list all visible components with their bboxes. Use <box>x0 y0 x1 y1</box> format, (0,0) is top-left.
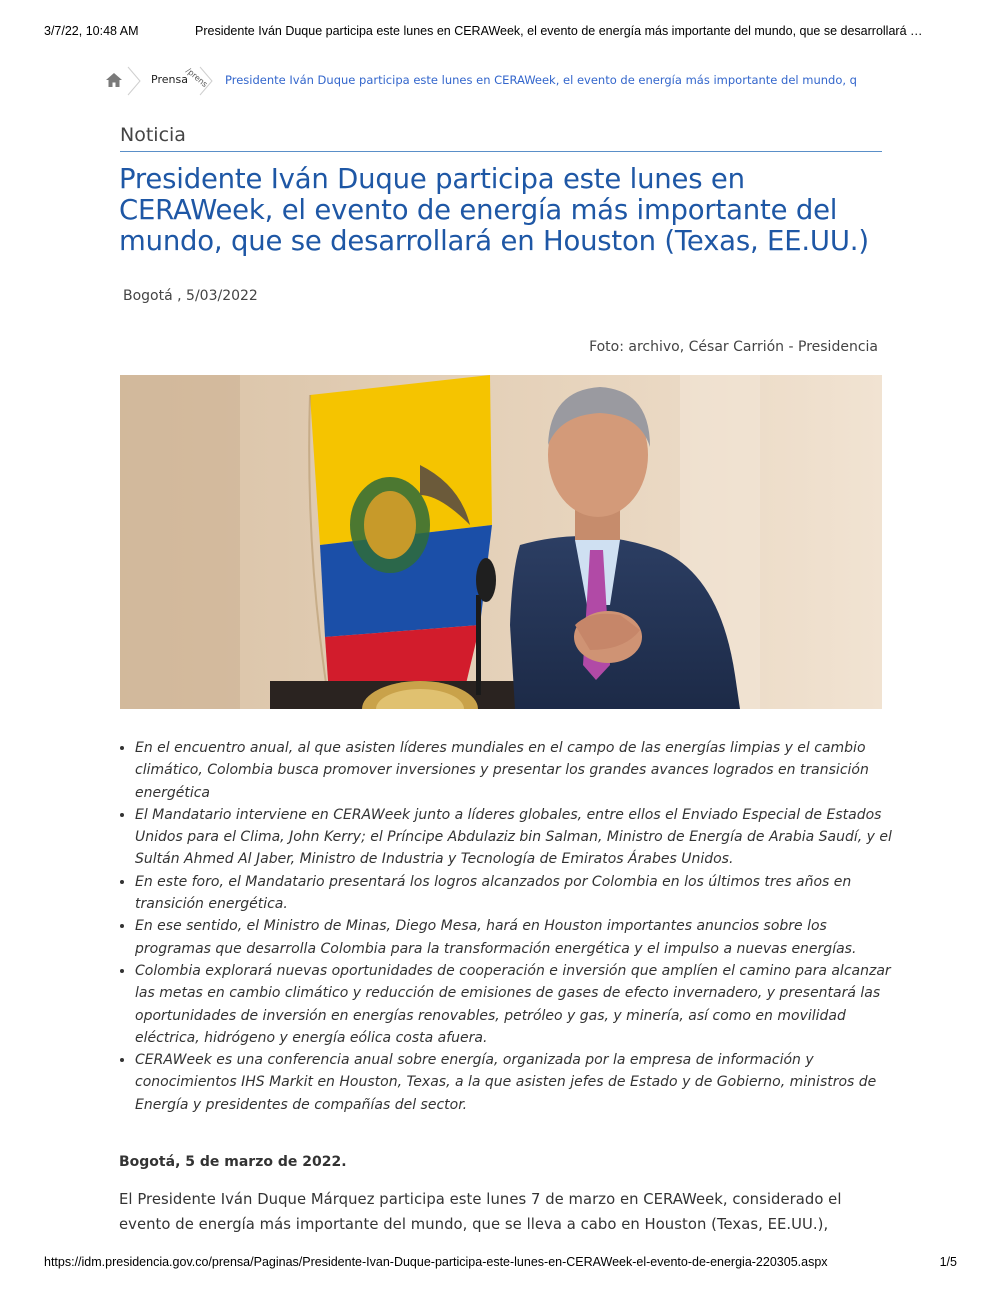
article-meta: Bogotá , 5/03/2022 <box>123 288 258 304</box>
print-doc-title: Presidente Iván Duque participa este lunes en CERAWeek, el evento de energía más importante del mundo, que se desarrollará … <box>195 24 923 38</box>
home-icon[interactable] <box>104 70 124 90</box>
summary-bullet: • CERAWeek es una conferencia anual sobre energía, organizada por la empresa de información y conocimientos IHS Markit en Houston, Texas, a la que asisten jefes de Estado y de Gobierno, ministros de Energía y presidentes de compañías del sector. <box>135 1049 907 1116</box>
breadcrumb-current[interactable]: Presidente Iván Duque participa este lunes en CERAWeek, el evento de energía más importante del mundo, q <box>225 73 857 87</box>
print-datetime: 3/7/22, 10:48 AM <box>44 24 139 38</box>
summary-bullet: • En ese sentido, el Ministro de Minas, Diego Mesa, hará en Houston importantes anuncios sobre los programas que desarrolla Colombia para la transformación energética y el impulso a nuevas energías. <box>135 915 907 960</box>
print-footer <box>44 1255 960 1269</box>
summary-bullet: • El Mandatario interviene en CERAWeek junto a líderes globales, entre ellos el Enviado Especial de Estados Unidos para el Clima, John Kerry; el Príncipe Abdulaziz bin Salman, Ministro de Energía de Arabia Saudí, y el Sultán Ahmed Al Jaber, Ministro de Industria y Tecnología de Emiratos Árabes Unidos. <box>135 804 907 871</box>
article-body-paragraph: El Presidente Iván Duque Márquez participa este lunes 7 de marzo en CERAWeek, considerado el evento de energía más importante del mundo, que se lleva a cabo en Houston (Texas, EE.UU.), <box>119 1191 842 1233</box>
breadcrumb-separator-icon <box>196 66 216 96</box>
article-dateline: Bogotá, 5 de marzo de 2022. <box>119 1154 347 1170</box>
breadcrumb <box>104 66 900 96</box>
print-url: https://idm.presidencia.gov.co/prensa/Paginas/Presidente-Ivan-Duque-participa-este-lunes-en-CERAWeek-el-evento-de-energia-220305.aspx <box>44 1255 828 1269</box>
summary-bullet: • En este foro, el Mandatario presentará los logros alcanzados por Colombia en los últimos tres años en transición energética. <box>135 871 907 916</box>
page-number: 1/5 <box>939 1255 957 1269</box>
summary-bullet-list <box>118 737 907 1116</box>
section-label: Noticia <box>120 124 186 146</box>
breadcrumb-prensa-sub: /prens <box>184 66 210 89</box>
breadcrumb-separator-icon <box>124 66 144 96</box>
summary-bullet: • En el encuentro anual, al que asisten líderes mundiales en el campo de las energías limpias y el cambio climático, Colombia busca promover inversiones y presentar los grandes avances logrados en transición energética <box>135 737 907 804</box>
article-photo <box>120 375 882 709</box>
article-headline: Presidente Iván Duque participa este lunes en CERAWeek, el evento de energía más importante del mundo, que se desarrollará en Houston (Texas, EE.UU.) <box>119 163 869 257</box>
section-divider <box>120 151 882 152</box>
summary-bullet: • Colombia explorará nuevas oportunidades de cooperación e inversión que amplíen el camino para alcanzar las metas en cambio climático y reducción de emisiones de gases de efecto invernadero, y presentará las oportunidades de inversión en energías renovables, petróleo y gas, y minería, así como en movilidad eléctrica, hidrógeno y energía eólica costa afuera. <box>135 960 907 1049</box>
photo-credit: Foto: archivo, César Carrión - Presidencia <box>589 339 878 355</box>
breadcrumb-prensa[interactable]: Prensa <box>151 73 188 86</box>
